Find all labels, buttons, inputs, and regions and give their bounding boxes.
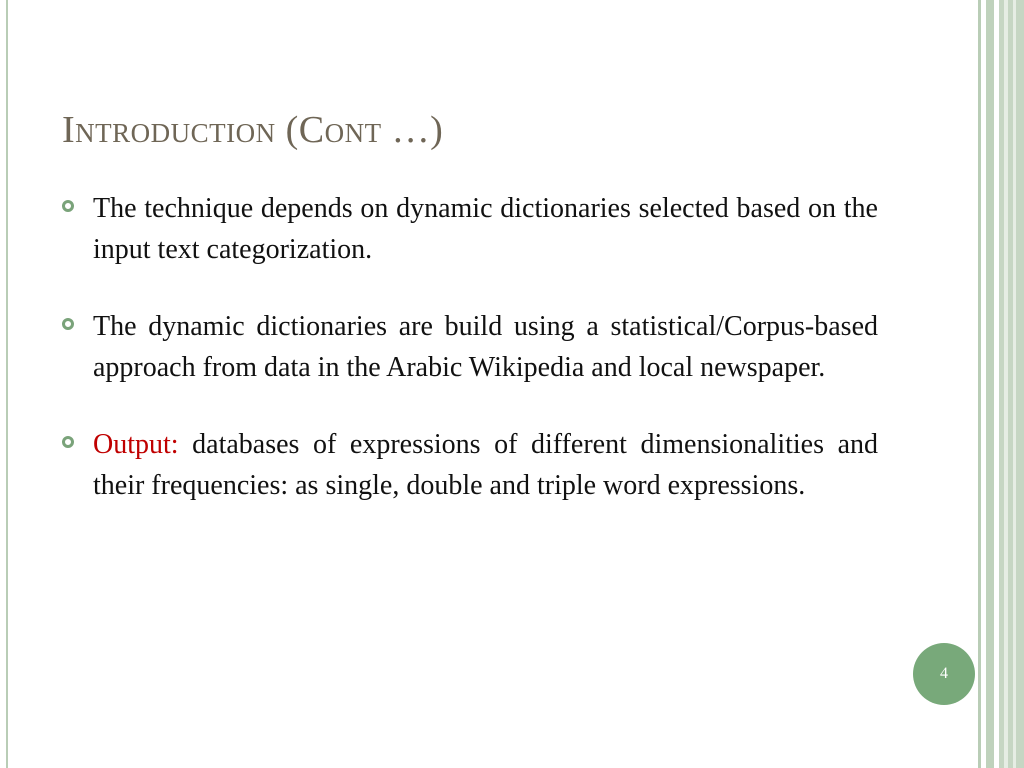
bullet-text: The dynamic dictionaries are build using a statistical/Corpus-based approach from data in the Arabic Wikipedia and local newspaper.: [93, 311, 878, 383]
bullet-text-output: [93, 424, 878, 506]
slide-title: Introduction (Cont …): [62, 109, 444, 151]
bullet-list: [62, 188, 878, 542]
bullet-text: The technique depends on dynamic dictionaries selected based on the input text categorization.: [93, 193, 878, 265]
frame-stripe-right-1: [1004, 0, 1008, 768]
bullet-circle-icon: [62, 200, 74, 212]
frame-band-right-outer: [999, 0, 1024, 768]
output-description: databases of expressions of different dimensionalities and their frequencies: as single, double and triple word expressions.: [93, 429, 878, 501]
frame-line-right-middle: [986, 0, 994, 768]
bullet-circle-icon: [62, 436, 74, 448]
bullet-item: [62, 424, 878, 506]
bullet-item: [62, 306, 878, 388]
frame-line-left: [6, 0, 8, 768]
frame-stripe-right-2: [1013, 0, 1016, 768]
bullet-circle-icon: [62, 318, 74, 330]
frame-line-right-inner: [978, 0, 981, 768]
page-number: 4: [940, 665, 948, 682]
page-number-badge: [913, 643, 975, 705]
bullet-item: [62, 188, 878, 270]
output-label: Output:: [93, 429, 179, 460]
